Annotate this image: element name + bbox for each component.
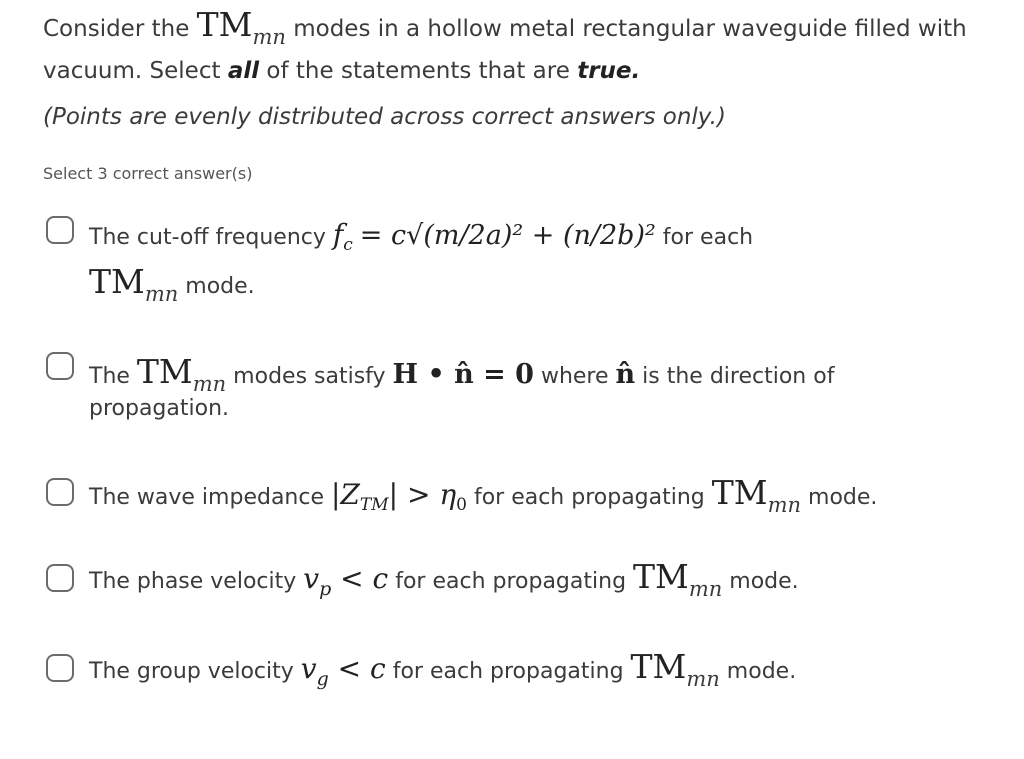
option-5-sub: g: [316, 668, 329, 690]
points-note: (Points are evenly distributed across correct answers only.): [43, 104, 726, 130]
option-4-mn: mn: [688, 577, 723, 601]
option-5-pre: The group velocity: [89, 659, 301, 684]
option-2-nhat: n̂: [615, 359, 636, 390]
option-2-checkbox[interactable]: [46, 352, 74, 380]
option-2-pre: The: [89, 364, 137, 389]
option-3-end: mode.: [801, 485, 878, 510]
tm-symbol: TM: [196, 5, 253, 44]
option-3-post: for each propagating: [466, 485, 712, 510]
option-3-pre: The wave impedance: [89, 485, 331, 510]
select-hint: Select 3 correct answer(s): [43, 164, 253, 183]
option-1-formula: = c√(m/2a)² + (n/2b)²: [359, 220, 656, 251]
option-1-tm: TM: [89, 262, 145, 301]
option-4-v: v: [303, 562, 320, 595]
emphasis-true: true.: [577, 58, 641, 84]
option-4-cmp: < c: [331, 562, 389, 595]
option-2-mn: mn: [192, 372, 227, 396]
option-1-line2-post: mode.: [178, 274, 255, 299]
option-3-zero: 0: [456, 495, 467, 515]
option-5-tm: TM: [630, 647, 687, 686]
question-prefix: Consider the: [43, 16, 197, 42]
option-2-text: [89, 352, 834, 396]
option-5-mn: mn: [686, 667, 720, 691]
option-3-text: [89, 473, 877, 517]
option-3-z: |Z: [331, 478, 360, 511]
option-2-tm: TM: [136, 352, 193, 391]
option-4-tm: TM: [633, 557, 689, 596]
option-4-sub: p: [319, 578, 332, 600]
option-4-post: for each propagating: [388, 569, 634, 594]
emphasis-all: all: [227, 58, 260, 84]
option-5-post: for each propagating: [385, 659, 631, 684]
option-5-cmp: < c: [328, 652, 386, 685]
option-3-tm: TM: [711, 473, 768, 512]
option-5-v: v: [300, 652, 317, 685]
option-2-where: where: [533, 364, 616, 389]
option-2-mid: modes satisfy: [226, 364, 393, 389]
question-text: [43, 5, 1003, 88]
option-4-end: mode.: [722, 569, 799, 594]
option-2-line2: propagation.: [89, 396, 230, 421]
option-5-end: mode.: [719, 659, 797, 684]
option-1-mn: mn: [144, 282, 179, 306]
mn-subscript: mn: [252, 25, 286, 49]
option-4-text: [89, 557, 799, 601]
option-2-eq: H • n̂ = 0: [392, 359, 534, 390]
question-line2-b: of the statements that are: [259, 58, 578, 84]
option-4-checkbox[interactable]: [46, 564, 74, 592]
option-1-c-sub: c: [343, 235, 353, 255]
option-5-checkbox[interactable]: [46, 654, 74, 682]
option-3-zend: | > η: [388, 478, 457, 511]
option-3-zsub: TM: [359, 495, 389, 515]
option-1-text: [89, 218, 753, 255]
option-5-text: [89, 647, 796, 691]
question-line2-a: vacuum. Select: [43, 58, 228, 84]
option-3-mn: mn: [767, 493, 802, 517]
option-1-f: f: [332, 218, 344, 251]
option-1-line2: [89, 262, 255, 306]
option-1-pre: The cut-off frequency: [89, 225, 333, 250]
option-1-checkbox[interactable]: [46, 216, 74, 244]
option-3-checkbox[interactable]: [46, 478, 74, 506]
option-2-post: is the direction of: [635, 364, 835, 389]
option-1-post: for each: [655, 225, 754, 250]
question-suffix: modes in a hollow metal rectangular waveguide filled with: [285, 16, 967, 42]
option-4-pre: The phase velocity: [89, 569, 304, 594]
